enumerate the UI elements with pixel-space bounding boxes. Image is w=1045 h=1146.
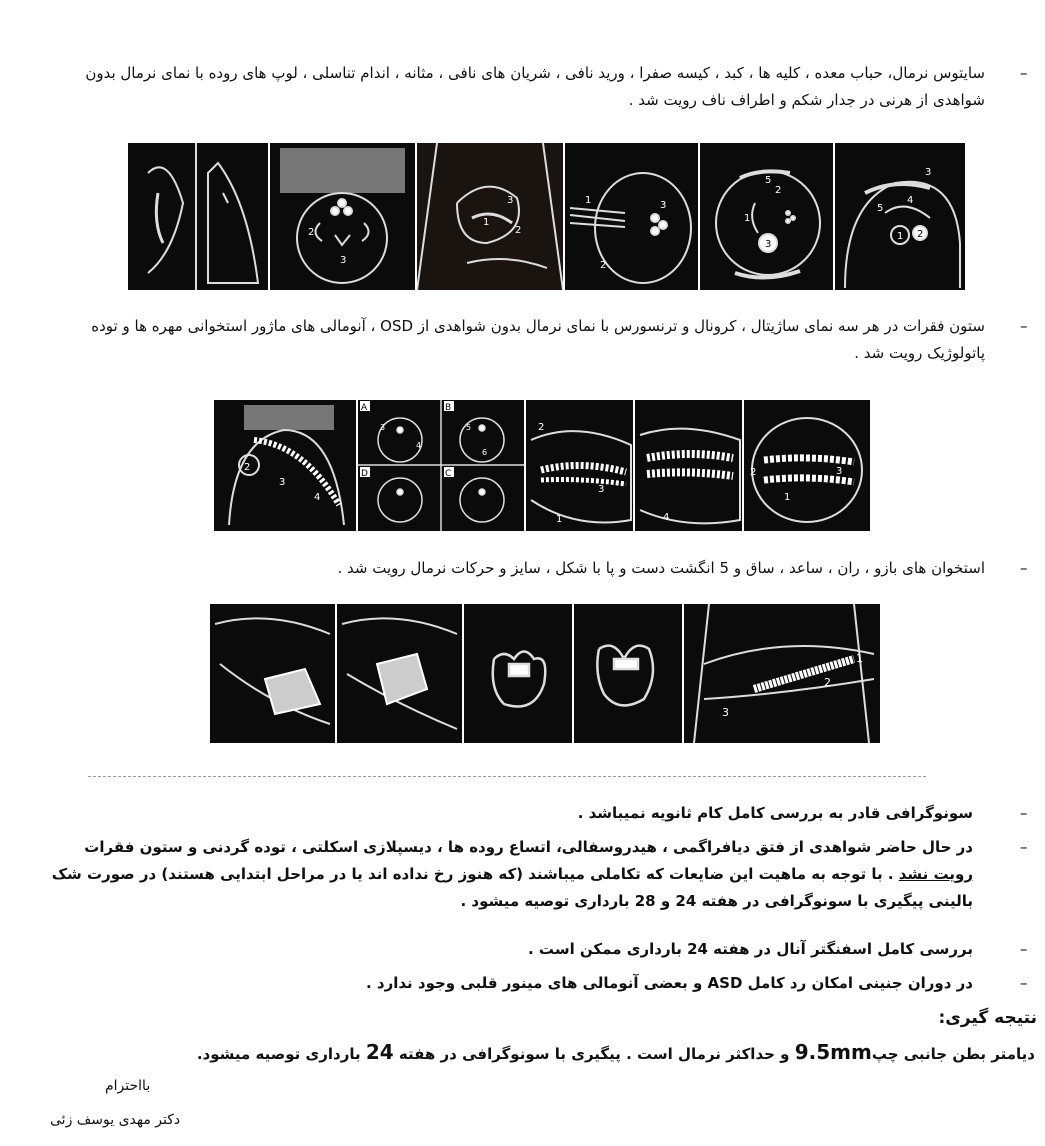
ultrasound-panel xyxy=(526,400,633,531)
conclusion-part: دیامتر بطن جانبی چپ xyxy=(871,1045,1035,1063)
label-2: 2 xyxy=(917,229,924,240)
note-text: در حال حاضر شواهدی از فتق دیافراگمی ، هیدروسفالی، اتساع روده ها ، دیسپلازی اسکلتی ، توده گردنی و ستون فقرات xyxy=(84,838,973,856)
label-2: 2 xyxy=(308,227,315,238)
conclusion-part: بارداری توصیه میشود. xyxy=(196,1045,366,1063)
section-organs xyxy=(50,60,985,114)
conclusion-part: و حداکثر نرمال است . پیگیری با سونوگرافی در هفته xyxy=(393,1045,795,1063)
label-2: 2 xyxy=(775,185,782,196)
figure-limbs xyxy=(210,604,880,743)
bullet: – xyxy=(1020,64,1028,82)
conclusion-text xyxy=(197,1040,1035,1064)
note-asd xyxy=(73,970,973,997)
note-underlined: رویت نشد xyxy=(898,865,973,883)
label-5: 5 xyxy=(877,203,884,214)
label-2: 2 xyxy=(600,260,607,271)
note-anomalies xyxy=(43,834,973,915)
conclusion-heading: نتیجه گیری: xyxy=(938,1008,1037,1028)
label-3: 3 xyxy=(380,423,386,432)
ultrasound-panel xyxy=(744,400,870,531)
label-4: 4 xyxy=(663,512,670,523)
bullet: – xyxy=(1020,974,1028,992)
label-3: 3 xyxy=(836,466,843,477)
bullet: – xyxy=(1020,940,1028,958)
ultrasound-panel xyxy=(210,604,335,743)
label-4: 4 xyxy=(416,441,422,450)
label-1: 1 xyxy=(784,492,791,503)
note-text: بررسی کامل اسفنگتر آنال در هفته 24 بارداری ممکن است . xyxy=(528,940,973,958)
ultrasound-panel xyxy=(700,143,833,290)
label-3: 3 xyxy=(925,167,932,178)
panel-letter-D: D xyxy=(361,469,368,479)
label-1: 1 xyxy=(744,213,751,224)
label-1: 1 xyxy=(585,195,592,206)
ultrasound-panel xyxy=(337,604,462,743)
bullet: – xyxy=(1020,317,1028,335)
label-2: 2 xyxy=(538,422,545,433)
label-5: 5 xyxy=(765,175,772,186)
ultrasound-panel xyxy=(635,400,742,531)
ultrasound-panel xyxy=(128,143,268,290)
ultrasound-panel xyxy=(565,143,698,290)
ultrasound-panel xyxy=(417,143,563,290)
signature-regards: بااحترام xyxy=(105,1078,151,1094)
section-organs-text: سایتوس نرمال، حباب معده ، کلیه ها ، کبد ، کیسه صفرا ، ورید نافی ، شریان های نافی ، مثانه ، اندام تناسلی ، لوپ های روده با نمای نرمال بدون شواهدی از هرنی در جدار شکم و اطراف ناف رویت شد . xyxy=(85,64,985,109)
label-5: 5 xyxy=(466,423,472,432)
figure-spine xyxy=(214,400,870,531)
section-limbs xyxy=(50,555,985,582)
label-1: 1 xyxy=(556,514,563,525)
bullet: – xyxy=(1020,559,1028,577)
label-3: 3 xyxy=(507,195,514,206)
panel-letter-B: B xyxy=(445,403,452,413)
followup-week: 24 xyxy=(365,1040,394,1064)
label-3: 3 xyxy=(340,255,347,266)
label-2: 2 xyxy=(244,462,251,473)
note-palate xyxy=(73,800,973,827)
label-3: 3 xyxy=(279,477,286,488)
label-4: 4 xyxy=(907,195,914,206)
label-2: 2 xyxy=(824,676,831,689)
ultrasound-panel xyxy=(574,604,682,743)
note-anal-sphincter xyxy=(73,936,973,963)
label-1: 1 xyxy=(897,231,904,242)
bullet: – xyxy=(1020,838,1028,856)
label-2: 2 xyxy=(750,467,757,478)
ultrasound-panel xyxy=(684,604,880,743)
note-text: در دوران جنینی امکان رد کامل ASD و بعضی آنومالی های مینور قلبی وجود ندارد . xyxy=(365,974,973,992)
panel-letter-A: A xyxy=(361,403,368,413)
label-3: 3 xyxy=(660,200,667,211)
note-text: . با توجه به ماهیت این ضایعات که تکاملی میباشند (که هنوز رخ نداده اند یا در مراحل ابتدایی هستند) در صورت شک بالینی پیگیری با سونوگرافی در هفته 24 و 28 بارداری توصیه میشود . xyxy=(51,865,973,910)
bullet: – xyxy=(1020,804,1028,822)
note-text: سونوگرافی قادر به بررسی کامل کام ثانویه نمیباشد . xyxy=(577,804,973,822)
panel-letter-C: C xyxy=(445,469,452,479)
label-2: 2 xyxy=(515,225,522,236)
dashed-divider xyxy=(88,776,926,777)
section-spine-text: ستون فقرات در هر سه نمای ساژیتال ، کرونال و ترنسورس با نمای نرمال بدون شواهدی از OSD ، آنومالی های ماژور استخوانی مهره ها و توده پاتولوژیک رویت شد . xyxy=(91,317,985,362)
label-3: 3 xyxy=(765,239,772,250)
ultrasound-panel-grid xyxy=(358,400,524,531)
ultrasound-panel xyxy=(464,604,572,743)
figure-abdomen xyxy=(128,143,965,290)
label-3: 3 xyxy=(722,706,729,719)
label-1: 1 xyxy=(856,652,863,665)
ultrasound-panel xyxy=(835,143,965,290)
signature-name: دکتر مهدی یوسف زئی xyxy=(50,1112,181,1128)
ventricle-measure: 9.5mm xyxy=(794,1040,872,1064)
ultrasound-panel xyxy=(270,143,415,290)
label-6: 6 xyxy=(482,448,488,457)
section-limbs-text: استخوان های بازو ، ران ، ساعد ، ساق و 5 انگشت دست و پا با شکل ، سایز و حرکات نرمال رویت شد . xyxy=(337,559,985,577)
ultrasound-panel xyxy=(214,400,356,531)
label-3: 3 xyxy=(598,484,605,495)
section-spine xyxy=(50,313,985,367)
label-1: 1 xyxy=(483,217,490,228)
label-4: 4 xyxy=(314,492,321,503)
